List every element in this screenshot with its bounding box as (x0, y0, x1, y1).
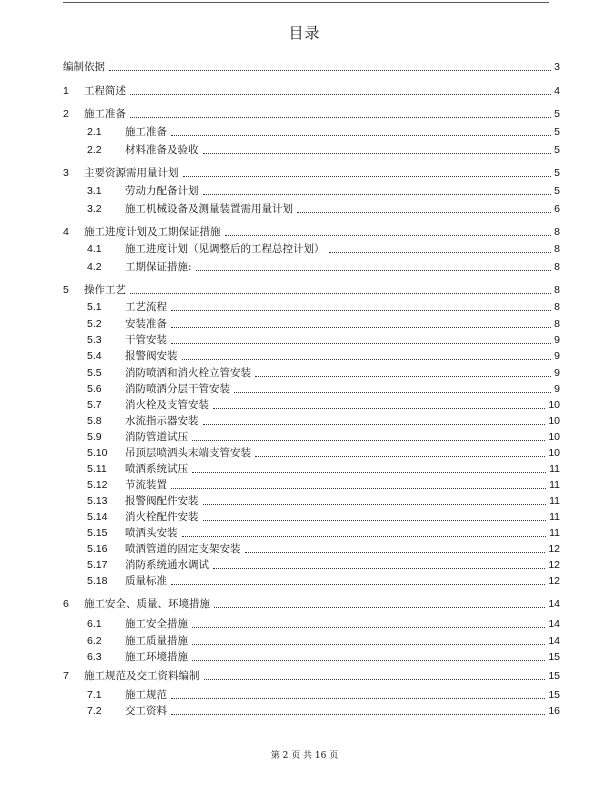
toc-entry-page: 6 (554, 203, 560, 215)
toc-entry-page: 8 (554, 301, 560, 313)
toc-entry-number: 5 (63, 284, 69, 296)
toc-leader-dots (213, 408, 545, 409)
toc-entry[interactable] (87, 125, 560, 139)
toc-entry-page: 10 (548, 399, 560, 411)
toc-entry-label: 施工环境措施 (125, 651, 188, 663)
toc-entry-number: 3.2 (87, 203, 102, 215)
toc-entry-label: 安装准备 (125, 318, 167, 330)
toc-entry-page: 5 (554, 185, 560, 197)
toc-entry-page: 15 (548, 670, 560, 682)
toc-entry-page: 10 (548, 447, 560, 459)
toc-entry[interactable] (63, 60, 560, 74)
toc-entry-page: 5 (554, 144, 560, 156)
toc-leader-dots (203, 520, 547, 521)
toc-leader-dots (192, 660, 545, 661)
toc-entry-page: 14 (548, 635, 560, 647)
toc-entry[interactable] (87, 184, 560, 198)
toc-entry[interactable] (87, 333, 560, 347)
toc-entry-page: 12 (548, 575, 560, 587)
toc-leader-dots (255, 376, 551, 377)
toc-leader-dots (130, 117, 551, 118)
toc-leader-dots (171, 584, 545, 585)
toc-leader-dots (171, 327, 551, 328)
toc-entry-page: 10 (548, 415, 560, 427)
toc-entry-number: 4 (63, 226, 69, 238)
toc-entry-label: 报警阀配件安装 (125, 495, 199, 507)
toc-entry-number: 6 (63, 598, 69, 610)
toc-entry[interactable] (87, 414, 560, 428)
toc-entry-page: 15 (548, 689, 560, 701)
toc-entry-number: 5.18 (87, 575, 108, 587)
toc-entry-label: 施工安全措施 (125, 618, 188, 630)
toc-entry-label: 消防管道试压 (125, 431, 188, 443)
toc-entry-label: 水流指示器安装 (125, 415, 199, 427)
toc-leader-dots (192, 440, 545, 441)
toc-entry-label: 消防喷洒分层干管安装 (125, 383, 230, 395)
toc-entry-page: 11 (549, 495, 560, 507)
toc-entry-label: 消防喷洒和消火栓立管安装 (125, 367, 251, 379)
toc-entry-number: 5.17 (87, 559, 108, 571)
toc-entry-page: 9 (554, 334, 560, 346)
toc-entry-label: 工程简述 (84, 85, 126, 97)
toc-entry-number: 7.1 (87, 689, 102, 701)
toc-leader-dots (171, 488, 546, 489)
toc-entry-label: 喷洒系统试压 (125, 463, 188, 475)
toc-entry-label: 施工准备 (125, 126, 167, 138)
toc-entry-page: 14 (548, 598, 560, 610)
toc-entry[interactable] (87, 242, 560, 256)
toc-entry-page: 12 (548, 559, 560, 571)
toc-leader-dots (225, 235, 552, 236)
toc-leader-dots (245, 552, 546, 553)
toc-entry[interactable] (87, 430, 560, 444)
toc-leader-dots (171, 714, 545, 715)
toc-entry-page: 10 (548, 431, 560, 443)
toc-leader-dots (183, 176, 552, 177)
toc-entry-label: 施工进度计划（见调整后的工程总控计划） (125, 243, 325, 255)
toc-entry-number: 2.2 (87, 144, 102, 156)
toc-entry-label: 施工准备 (84, 108, 126, 120)
toc-entry-number: 5.16 (87, 543, 108, 555)
toc-entry[interactable] (87, 317, 560, 331)
toc-leader-dots (171, 135, 551, 136)
toc-entry-label: 喷洒头安装 (125, 527, 178, 539)
toc-entry-number: 5.8 (87, 415, 102, 427)
toc-entry[interactable] (87, 202, 560, 216)
toc-entry-page: 9 (554, 383, 560, 395)
toc-entry-number: 5.4 (87, 350, 102, 362)
toc-entry[interactable] (87, 300, 560, 314)
toc-leader-dots (297, 212, 551, 213)
toc-entry[interactable] (63, 107, 560, 121)
header-rule (63, 2, 549, 3)
toc-entry-number: 5.10 (87, 447, 108, 459)
toc-entry-page: 15 (548, 651, 560, 663)
toc-entry[interactable] (87, 574, 560, 588)
toc-entry-page: 3 (554, 61, 560, 73)
toc-entry-label: 施工规范及交工资料编制 (84, 670, 200, 682)
toc-entry-page: 9 (554, 350, 560, 362)
toc-entry[interactable] (63, 84, 560, 98)
toc-entry-number: 5.15 (87, 527, 108, 539)
toc-entry-label: 施工质量措施 (125, 635, 188, 647)
toc-leader-dots (192, 472, 546, 473)
toc-leader-dots (171, 698, 545, 699)
toc-leader-dots (204, 679, 546, 680)
toc-entry-page: 12 (548, 543, 560, 555)
toc-entry-page: 5 (554, 167, 560, 179)
toc-leader-dots (171, 343, 551, 344)
toc-entry[interactable] (87, 510, 560, 524)
toc-entry-page: 8 (554, 318, 560, 330)
toc-entry-label: 材料准备及验收 (125, 144, 199, 156)
toc-entry[interactable] (87, 526, 560, 540)
toc-entry-label: 工期保证措施: (125, 261, 192, 273)
toc-entry-page: 4 (554, 85, 560, 97)
toc-entry-number: 5.11 (87, 463, 107, 475)
toc-entry-label: 吊顶层喷洒头末端支管安装 (125, 447, 251, 459)
toc-entry-label: 施工规范 (125, 689, 167, 701)
toc-entry-number: 6.1 (87, 618, 102, 630)
toc-leader-dots (234, 392, 551, 393)
toc-entry[interactable] (87, 688, 560, 702)
toc-entry-page: 11 (549, 463, 560, 475)
toc-entry-page: 8 (554, 284, 560, 296)
toc-entry[interactable] (87, 349, 560, 363)
toc-entry[interactable] (87, 558, 560, 572)
toc-entry-number: 5.14 (87, 511, 108, 523)
toc-entry[interactable] (87, 650, 560, 664)
toc-leader-dots (203, 153, 552, 154)
toc-leader-dots (109, 70, 551, 71)
toc-entry-label: 编制依据 (63, 61, 105, 73)
toc-leader-dots (196, 270, 552, 271)
toc-entry-number: 5.1 (87, 301, 102, 313)
toc-entry[interactable] (87, 462, 560, 476)
toc-leader-dots (203, 504, 547, 505)
toc-entry[interactable] (87, 704, 560, 718)
toc-entry-number: 4.1 (87, 243, 102, 255)
toc-entry[interactable] (87, 366, 560, 380)
toc-entry-label: 操作工艺 (84, 284, 126, 296)
toc-leader-dots (182, 536, 547, 537)
toc-leader-dots (182, 359, 552, 360)
toc-entry-label: 交工资料 (125, 705, 167, 717)
toc-entry-page: 9 (554, 367, 560, 379)
page-title: 目录 (288, 24, 321, 42)
toc-entry-number: 5.3 (87, 334, 102, 346)
toc-entry-number: 6.2 (87, 635, 102, 647)
toc-entry-number: 5.2 (87, 318, 102, 330)
toc-entry-page: 11 (549, 511, 560, 523)
toc-entry-number: 3 (63, 167, 69, 179)
toc-leader-dots (171, 310, 551, 311)
toc-entry[interactable] (63, 283, 560, 297)
toc-entry-label: 工艺流程 (125, 301, 167, 313)
toc-entry-label: 消防系统通水调试 (125, 559, 209, 571)
toc-entry-page: 8 (554, 243, 560, 255)
toc-leader-dots (130, 94, 551, 95)
toc-entry[interactable] (63, 225, 560, 239)
toc-entry-number: 1 (63, 85, 69, 97)
toc-entry[interactable] (87, 143, 560, 157)
toc-entry-label: 施工机械设备及测量装置需用量计划 (125, 203, 293, 215)
toc-entry-number: 7.2 (87, 705, 102, 717)
toc-entry-label: 劳动力配备计划 (125, 185, 199, 197)
page-footer: 第 2 页 共 16 页 (270, 751, 339, 761)
toc-entry-page: 8 (554, 261, 560, 273)
toc-entry-page: 8 (554, 226, 560, 238)
toc-entry-number: 5.5 (87, 367, 102, 379)
toc-entry-number: 4.2 (87, 261, 102, 273)
toc-entry[interactable] (63, 597, 560, 611)
toc-entry-number: 7 (63, 670, 69, 682)
toc-entry[interactable] (87, 382, 560, 396)
toc-entry-number: 5.7 (87, 399, 102, 411)
toc-entry[interactable] (87, 617, 560, 631)
toc-entry-label: 质量标准 (125, 575, 167, 587)
toc-entry[interactable] (87, 446, 560, 460)
toc-entry-number: 5.13 (87, 495, 108, 507)
toc-entry-number: 5.6 (87, 383, 102, 395)
toc-entry-label: 喷洒管道的固定支架安装 (125, 543, 241, 555)
toc-leader-dots (203, 194, 552, 195)
toc-entry-page: 11 (549, 479, 560, 491)
toc-entry-label: 节流装置 (125, 479, 167, 491)
toc-entry[interactable] (87, 634, 560, 648)
toc-leader-dots (214, 607, 545, 608)
toc-leader-dots (192, 644, 545, 645)
toc-entry-page: 5 (554, 126, 560, 138)
toc-entry-label: 报警阀安装 (125, 350, 178, 362)
toc-leader-dots (255, 456, 545, 457)
toc-entry[interactable] (87, 494, 560, 508)
toc-entry[interactable] (63, 669, 560, 683)
toc-leader-dots (192, 627, 545, 628)
toc-entry-number: 3.1 (87, 185, 102, 197)
toc-entry[interactable] (63, 166, 560, 180)
toc-entry-number: 5.9 (87, 431, 102, 443)
toc-entry[interactable] (87, 542, 560, 556)
toc-entry-page: 11 (549, 527, 560, 539)
toc-entry-page: 14 (548, 618, 560, 630)
toc-entry[interactable] (87, 260, 560, 274)
toc-entry-label: 消火栓及支管安装 (125, 399, 209, 411)
toc-entry-number: 2.1 (87, 126, 102, 138)
toc-entry-label: 干管安装 (125, 334, 167, 346)
toc-entry-label: 施工进度计划及工期保证措施 (84, 226, 221, 238)
toc-entry[interactable] (87, 398, 560, 412)
toc-entry-label: 主要资源需用量计划 (84, 167, 179, 179)
toc-leader-dots (213, 568, 545, 569)
toc-entry-page: 5 (554, 108, 560, 120)
toc-leader-dots (329, 252, 552, 253)
toc-entry-number: 6.3 (87, 651, 102, 663)
toc-entry-number: 2 (63, 108, 69, 120)
toc-leader-dots (203, 424, 546, 425)
toc-entry-page: 16 (548, 705, 560, 717)
toc-entry-label: 消火栓配件安装 (125, 511, 199, 523)
toc-entry-number: 5.12 (87, 479, 108, 491)
toc-entry-label: 施工安全、质量、环境措施 (84, 598, 210, 610)
toc-leader-dots (130, 293, 551, 294)
toc-entry[interactable] (87, 478, 560, 492)
